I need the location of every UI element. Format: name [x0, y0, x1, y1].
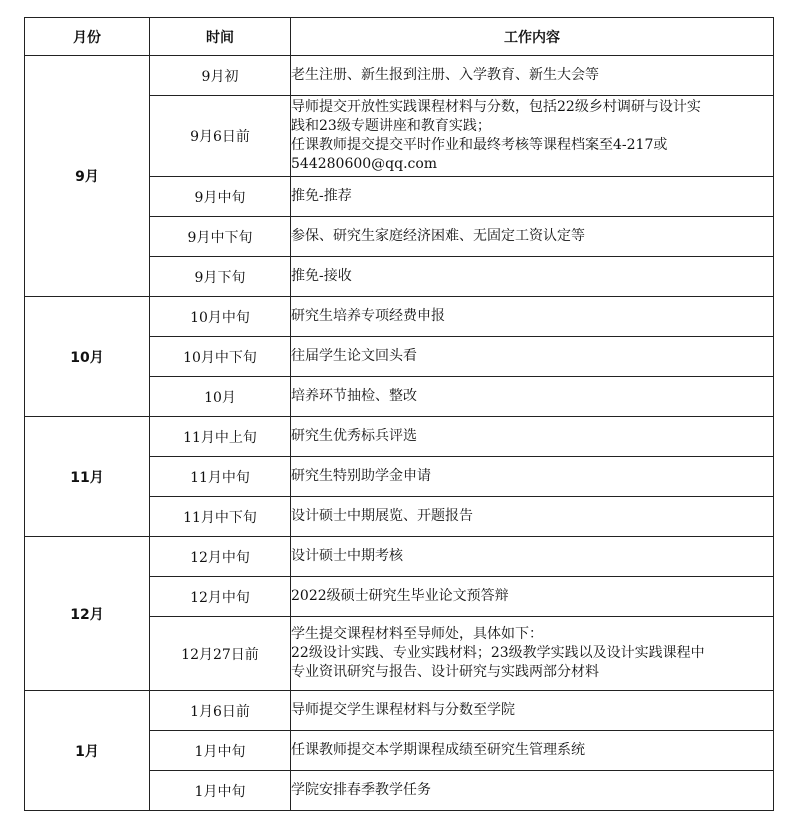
content-line: 践和23级专题讲座和教育实践； — [291, 118, 491, 134]
content-cell — [291, 337, 774, 377]
content-cell — [291, 56, 774, 96]
content-cell — [291, 771, 774, 811]
content-line: 学院安排春季教学任务 — [291, 782, 431, 798]
content-cell — [291, 217, 774, 257]
content-cell — [291, 417, 774, 457]
month-cell: 9月 — [25, 56, 150, 297]
content-cell — [291, 577, 774, 617]
time-cell: 9月6日前 — [150, 96, 291, 177]
content-line: 推免-接收 — [291, 268, 352, 284]
table-row — [25, 297, 774, 337]
table-row — [25, 537, 774, 577]
table-row — [25, 56, 774, 96]
content-line: 研究生培养专项经费申报 — [291, 308, 445, 324]
table-row — [25, 691, 774, 731]
content-line: 导师提交开放性实践课程材料与分数，包括22级乡村调研与设计实 — [291, 99, 701, 115]
content-line: 参保、研究生家庭经济困难、无固定工资认定等 — [291, 228, 585, 244]
content-cell — [291, 257, 774, 297]
time-cell: 11月中下旬 — [150, 497, 291, 537]
content-line: 培养环节抽检、整改 — [291, 388, 417, 404]
time-cell: 12月中旬 — [150, 537, 291, 577]
content-line: 专业资讯研究与报告、设计研究与实践两部分材料 — [291, 664, 599, 680]
month-cell: 12月 — [25, 537, 150, 691]
content-line: 544280600@qq.com — [291, 156, 438, 172]
month-cell: 10月 — [25, 297, 150, 417]
header-content: 工作内容 — [291, 18, 774, 56]
content-cell — [291, 497, 774, 537]
time-cell: 9月下旬 — [150, 257, 291, 297]
header-time: 时间 — [150, 18, 291, 56]
month-cell: 11月 — [25, 417, 150, 537]
time-cell: 12月中旬 — [150, 577, 291, 617]
time-cell: 1月6日前 — [150, 691, 291, 731]
content-cell — [291, 691, 774, 731]
content-cell — [291, 297, 774, 337]
time-cell: 1月中旬 — [150, 771, 291, 811]
content-line: 设计硕士中期展览、开题报告 — [291, 508, 473, 524]
content-cell — [291, 617, 774, 691]
content-line: 老生注册、新生报到注册、入学教育、新生大会等 — [291, 67, 599, 83]
schedule-body — [25, 56, 774, 811]
content-cell — [291, 377, 774, 417]
time-cell: 12月27日前 — [150, 617, 291, 691]
header-row — [25, 18, 774, 56]
content-line: 设计硕士中期考核 — [291, 548, 403, 564]
content-line: 推免-推荐 — [291, 188, 352, 204]
content-cell — [291, 177, 774, 217]
header-month: 月份 — [25, 18, 150, 56]
content-line: 任课教师提交本学期课程成绩至研究生管理系统 — [291, 742, 585, 758]
time-cell: 11月中上旬 — [150, 417, 291, 457]
content-line: 往届学生论文回头看 — [291, 348, 417, 364]
content-line: 学生提交课程材料至导师处，具体如下： — [291, 626, 543, 642]
table-row — [25, 417, 774, 457]
content-line: 研究生特别助学金申请 — [291, 468, 431, 484]
time-cell: 9月中下旬 — [150, 217, 291, 257]
content-line: 导师提交学生课程材料与分数至学院 — [291, 702, 515, 718]
time-cell: 9月初 — [150, 56, 291, 96]
content-cell — [291, 731, 774, 771]
time-cell: 10月中旬 — [150, 297, 291, 337]
content-line: 2022级硕士研究生毕业论文预答辩 — [291, 588, 509, 604]
time-cell: 1月中旬 — [150, 731, 291, 771]
time-cell: 10月 — [150, 377, 291, 417]
content-line: 任课教师提交提交平时作业和最终考核等课程档案至4-217或 — [291, 137, 668, 153]
time-cell: 10月中下旬 — [150, 337, 291, 377]
content-cell — [291, 537, 774, 577]
content-line: 22级设计实践、专业实践材料；23级教学实践以及设计实践课程中 — [291, 645, 705, 661]
content-line: 研究生优秀标兵评选 — [291, 428, 417, 444]
content-cell — [291, 96, 774, 177]
time-cell: 11月中旬 — [150, 457, 291, 497]
schedule-table — [24, 17, 774, 811]
content-cell — [291, 457, 774, 497]
month-cell: 1月 — [25, 691, 150, 811]
time-cell: 9月中旬 — [150, 177, 291, 217]
